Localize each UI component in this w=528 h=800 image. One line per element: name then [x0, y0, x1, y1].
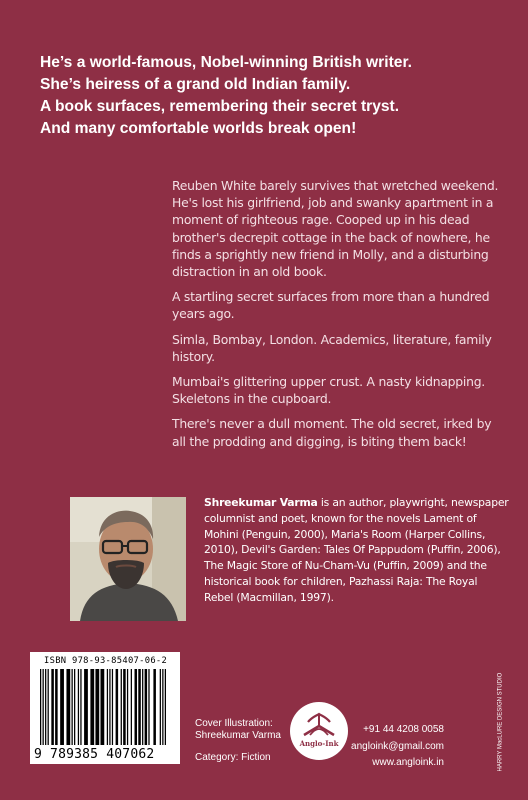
cover-credits	[195, 718, 281, 742]
contact-email[interactable]: angloink@gmail.com	[351, 740, 444, 752]
credit-line-1: Cover Illustration:	[195, 718, 273, 729]
logo-text: Anglo-Ink	[299, 739, 339, 748]
barcode-box	[30, 652, 180, 764]
barcode-digits: 9 789385 407062	[34, 747, 155, 762]
tagline-line-1: He’s a world-famous, Nobel-winning British writer.	[40, 54, 412, 71]
author-photo	[70, 497, 186, 621]
credit-line-2: Shreekumar Varma	[195, 730, 281, 741]
author-bio	[204, 495, 509, 606]
synopsis-paragraph-3: Simla, Bombay, London. Academics, literature, family history.	[172, 331, 492, 364]
barcode-bars	[38, 669, 172, 747]
publisher-contact	[351, 722, 444, 772]
tagline-line-2: She’s heiress of a grand old Indian family.	[40, 76, 351, 93]
designer-credit	[493, 672, 507, 772]
author-bio-text: is an author, playwright, newspaper columnist and poet, known for the novels Lament of Mohini (Penguin, 2000), Maria's Room (Harper Collins, 2010), Devil's Garden: Tales Of Pappudom (Puffin, 2006), The Magic Store of Nu-Cham-Vu (Puffin, 2009) and the historical book for children, Pazhassi Raja: The Royal Rebel (Macmillan, 1997).	[204, 496, 509, 604]
contact-website[interactable]: www.angloink.in	[372, 757, 444, 768]
tagline-line-4: And many comfortable worlds break open!	[40, 120, 357, 137]
contact-phone: +91 44 4208 0058	[363, 724, 444, 735]
author-portrait-illustration	[70, 497, 186, 621]
synopsis	[172, 177, 502, 458]
synopsis-paragraph-4: Mumbai's glittering upper crust. A nasty kidnapping. Skeletons in the cupboard.	[172, 374, 485, 407]
publisher-logo	[290, 702, 348, 760]
synopsis-paragraph-2: A startling secret surfaces from more than a hundred years ago.	[172, 289, 490, 322]
author-name: Shreekumar Varma	[204, 496, 318, 509]
isbn-label: ISBN 978-93-85407-06-2	[44, 656, 168, 666]
category-label: Category: Fiction	[195, 752, 271, 763]
tagline	[40, 52, 500, 140]
synopsis-paragraph-5: There's never a dull moment. The old secret, irked by all the prodding and digging, is biting them back!	[172, 416, 492, 449]
book-icon	[290, 702, 348, 760]
designer-credit-text: HARRY MacLURE DESIGN STUDIO	[497, 672, 504, 772]
tagline-line-3: A book surfaces, remembering their secret tryst.	[40, 98, 400, 115]
synopsis-paragraph-1: Reuben White barely survives that wretched weekend. He's lost his girlfriend, job and swanky apartment in a moment of righteous rage. Cooped up in his dead brother's decrepit cottage in the back of nowhere, he finds a sprightly new friend in Molly, and a disturbing distraction in an old book.	[172, 178, 499, 280]
